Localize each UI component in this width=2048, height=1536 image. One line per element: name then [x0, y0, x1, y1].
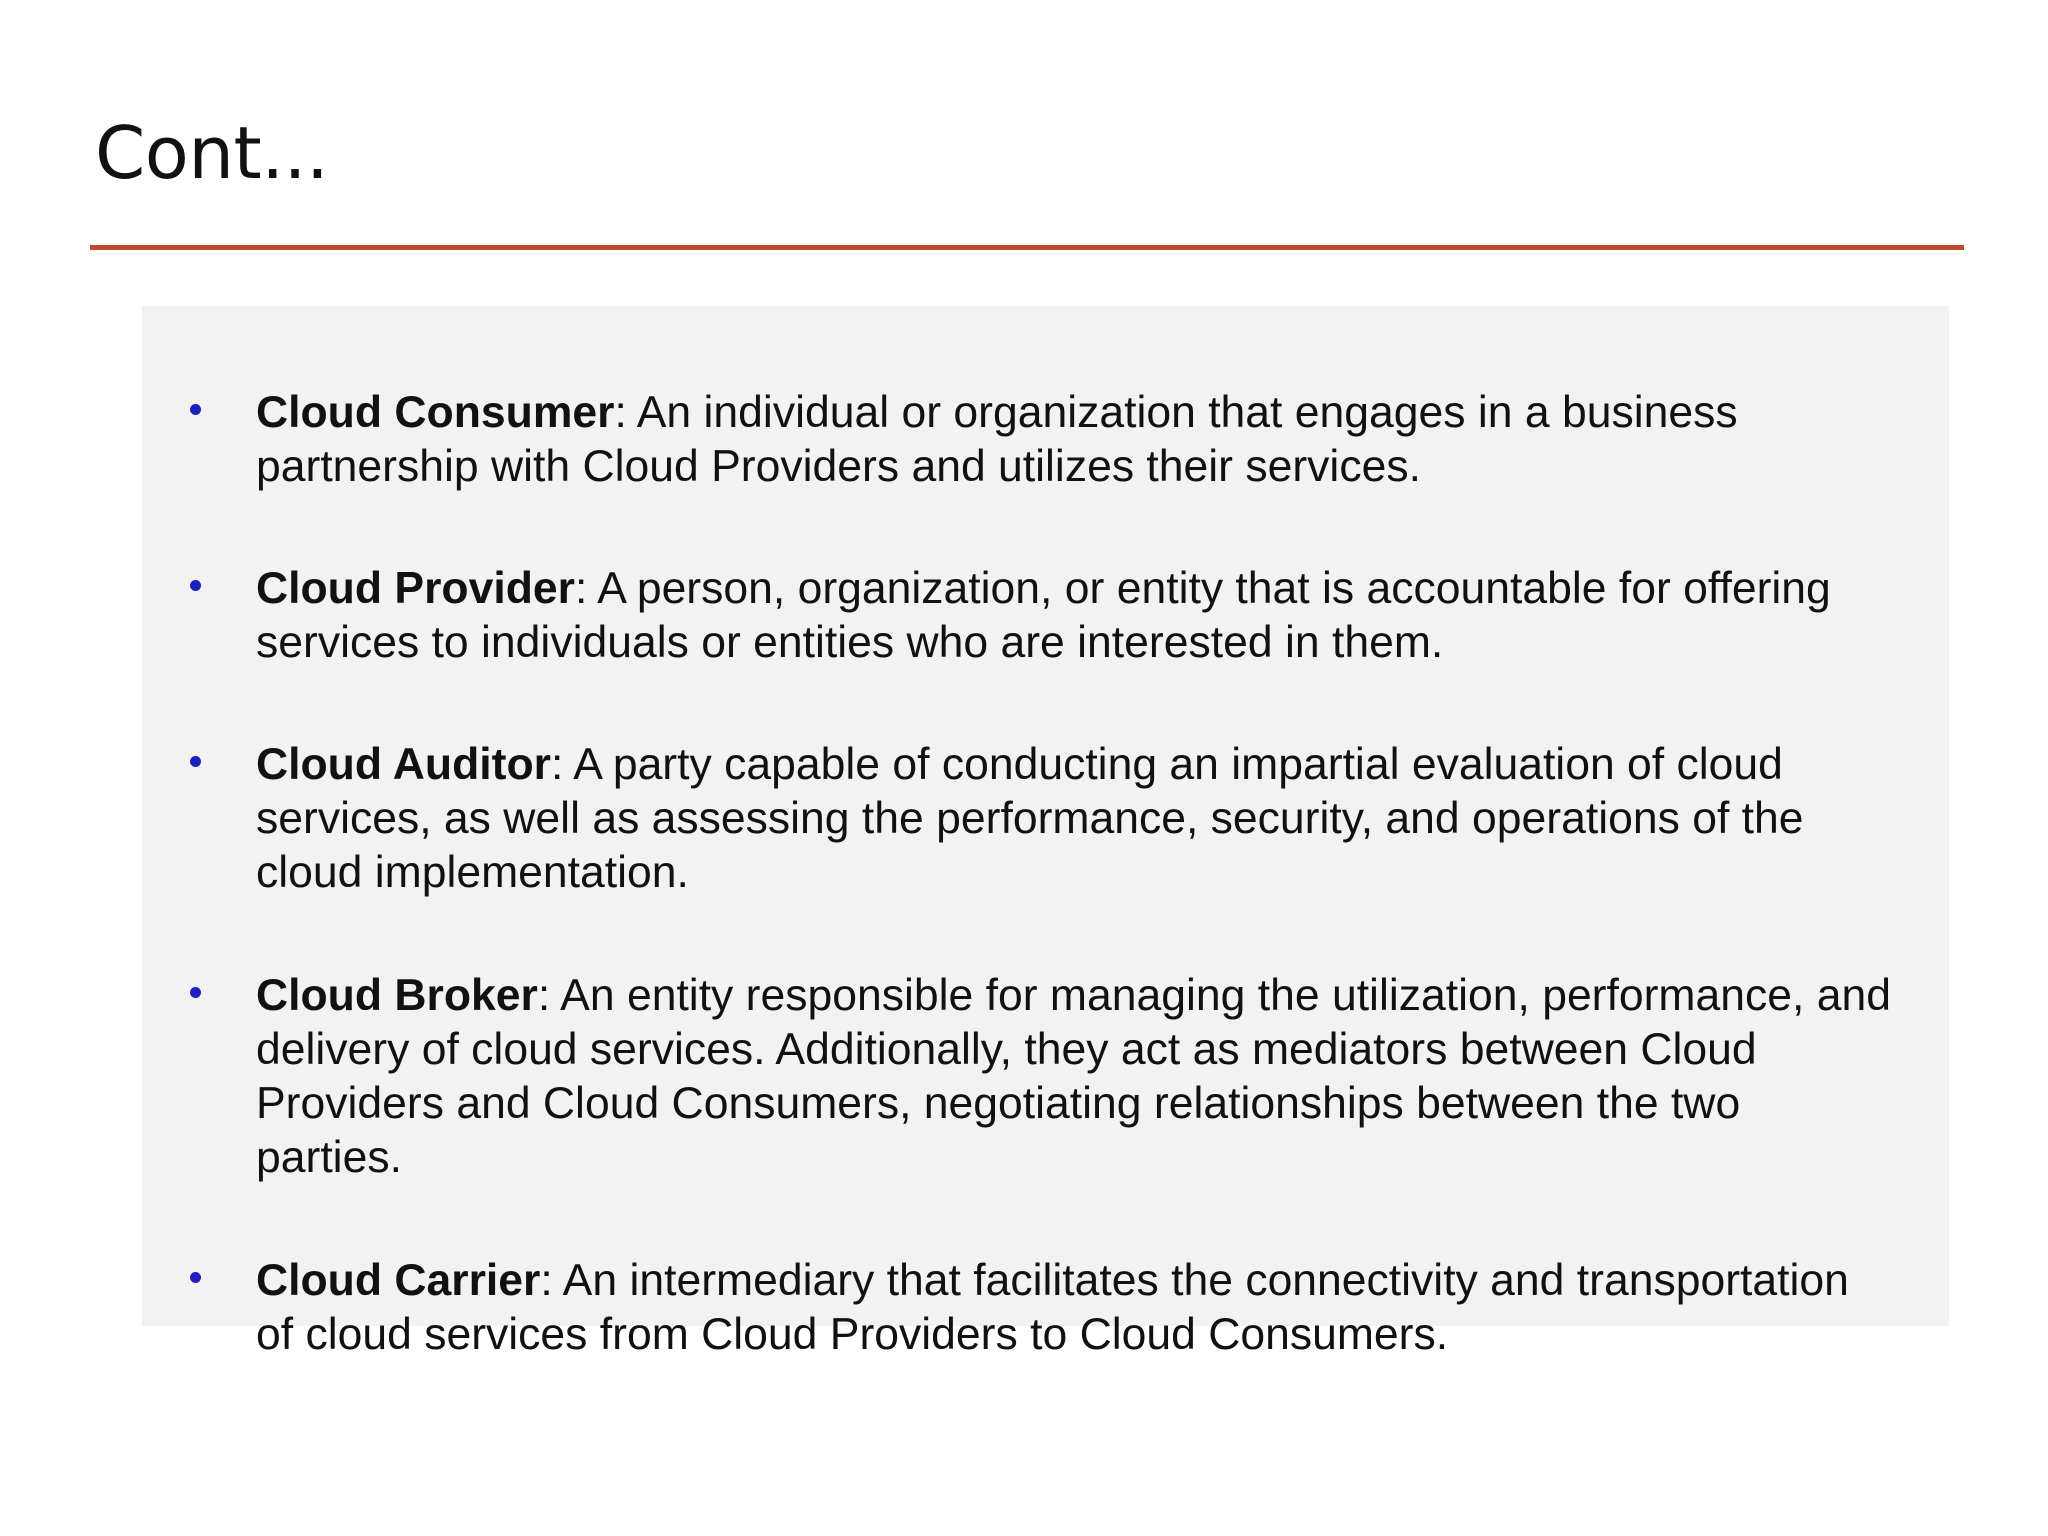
bullet-line-3: Providers and Cloud Consumers, negotiating relationships between the two: [256, 1079, 1741, 1128]
bullet-dot-icon: [190, 756, 201, 767]
bullet-definition: : A party capable of conducting an impartial evaluation of cloud: [550, 740, 1783, 789]
bullet-dot-icon: [190, 1272, 201, 1283]
bullet-line-1: [256, 562, 1831, 616]
bullet-definition: : An individual or organization that engages in a business: [614, 388, 1738, 437]
bullet-dot-icon: [190, 580, 201, 591]
slide-title: Cont...: [95, 111, 329, 195]
bullet-line-1: [256, 1254, 1849, 1308]
bullet-term: Cloud Consumer: [256, 388, 615, 437]
title-divider: [90, 245, 1964, 250]
bullet-term: Cloud Auditor: [256, 740, 551, 789]
bullet-line-1: [256, 386, 1738, 440]
bullet-term: Cloud Provider: [256, 564, 575, 613]
bullet-line-4: parties.: [256, 1133, 402, 1182]
bullet-line-2: services, as well as assessing the performance, security, and operations of the: [256, 794, 1804, 843]
bullet-definition: : An entity responsible for managing the utilization, performance, and: [537, 971, 1891, 1020]
bullet-definition: : An intermediary that facilitates the connectivity and transportation: [540, 1256, 1849, 1305]
bullet-definition: : A person, organization, or entity that is accountable for offering: [574, 564, 1831, 613]
bullet-line-2: partnership with Cloud Providers and utilizes their services.: [256, 442, 1421, 491]
bullet-dot-icon: [190, 987, 201, 998]
bullet-line-2: services to individuals or entities who are interested in them.: [256, 618, 1444, 667]
bullet-line-1: [256, 738, 1783, 792]
bullet-line-3: cloud implementation.: [256, 848, 689, 897]
bullet-line-2: of cloud services from Cloud Providers to Cloud Consumers.: [256, 1310, 1449, 1359]
bullet-term: Cloud Broker: [256, 971, 538, 1020]
bullet-term: Cloud Carrier: [256, 1256, 541, 1305]
bullet-dot-icon: [190, 404, 201, 415]
bullet-line-2: delivery of cloud services. Additionally, they act as mediators between Cloud: [256, 1025, 1757, 1074]
bullet-line-1: [256, 969, 1891, 1023]
